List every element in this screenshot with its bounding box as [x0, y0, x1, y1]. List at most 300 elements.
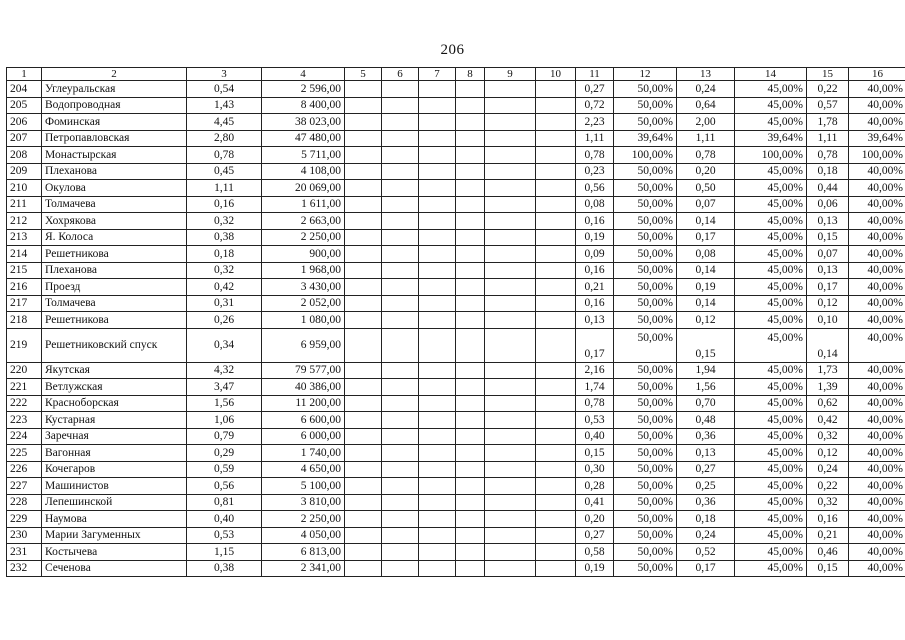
table-row — [7, 163, 905, 180]
col11-cell: 1,74 — [576, 379, 614, 396]
col6-cell — [382, 560, 419, 577]
col7-cell — [419, 262, 456, 279]
col15-cell: 0,32 — [807, 494, 849, 511]
col8-cell — [456, 180, 485, 197]
col15-cell: 0,14 — [807, 328, 849, 362]
col13-cell: 0,52 — [677, 544, 735, 561]
row-number-cell: 226 — [7, 461, 42, 478]
col13-cell: 0,19 — [677, 279, 735, 296]
col5-cell — [345, 511, 382, 528]
col15-cell: 0,15 — [807, 229, 849, 246]
row-number-cell: 210 — [7, 180, 42, 197]
col14-cell: 45,00% — [735, 97, 807, 114]
col15-cell: 0,21 — [807, 527, 849, 544]
col6-cell — [382, 97, 419, 114]
row-number-cell: 220 — [7, 362, 42, 379]
col9-cell — [485, 527, 536, 544]
col9-cell — [485, 395, 536, 412]
col3-cell: 4,32 — [187, 362, 262, 379]
col6-cell — [382, 494, 419, 511]
col14-cell: 45,00% — [735, 279, 807, 296]
col11-cell: 0,30 — [576, 461, 614, 478]
row-number-cell: 225 — [7, 445, 42, 462]
col16-cell: 40,00% — [849, 312, 905, 329]
table-row — [7, 328, 905, 362]
col11-cell: 0,17 — [576, 328, 614, 362]
col8-cell — [456, 295, 485, 312]
street-name-cell: Углеуральская — [42, 81, 187, 98]
col9-cell — [485, 163, 536, 180]
street-name-cell: Толмачева — [42, 196, 187, 213]
row-number-cell: 211 — [7, 196, 42, 213]
row-number-cell: 218 — [7, 312, 42, 329]
col11-cell: 0,56 — [576, 180, 614, 197]
col15-cell: 1,39 — [807, 379, 849, 396]
row-number-cell: 216 — [7, 279, 42, 296]
street-name-cell: Ветлужская — [42, 379, 187, 396]
col3-cell: 2,80 — [187, 130, 262, 147]
col4-cell: 1 740,00 — [262, 445, 345, 462]
col11-cell: 0,13 — [576, 312, 614, 329]
col8-cell — [456, 312, 485, 329]
col3-cell: 0,59 — [187, 461, 262, 478]
col11-cell: 2,23 — [576, 114, 614, 131]
col3-cell: 0,40 — [187, 511, 262, 528]
street-name-cell: Хохрякова — [42, 213, 187, 230]
col13-cell: 0,78 — [677, 147, 735, 164]
col11-cell: 0,27 — [576, 527, 614, 544]
col6-cell — [382, 445, 419, 462]
col16-cell: 40,00% — [849, 196, 905, 213]
col15-cell: 0,32 — [807, 428, 849, 445]
col6-cell — [382, 478, 419, 495]
street-name-cell: Кочегаров — [42, 461, 187, 478]
col10-cell — [536, 229, 576, 246]
col10-cell — [536, 180, 576, 197]
row-number-cell: 217 — [7, 295, 42, 312]
col4-cell: 6 000,00 — [262, 428, 345, 445]
col16-cell: 40,00% — [849, 511, 905, 528]
col6-cell — [382, 544, 419, 561]
col14-cell: 45,00% — [735, 81, 807, 98]
col11-cell: 0,58 — [576, 544, 614, 561]
col16-cell: 40,00% — [849, 478, 905, 495]
col16-cell: 40,00% — [849, 81, 905, 98]
col7-cell — [419, 81, 456, 98]
col11-cell: 0,20 — [576, 511, 614, 528]
street-name-cell: Плеханова — [42, 262, 187, 279]
col8-cell — [456, 544, 485, 561]
col6-cell — [382, 81, 419, 98]
col8-cell — [456, 130, 485, 147]
col9-cell — [485, 461, 536, 478]
col16-cell: 39,64% — [849, 130, 905, 147]
column-header-8: 8 — [456, 68, 485, 81]
col7-cell — [419, 130, 456, 147]
col12-cell: 50,00% — [614, 395, 677, 412]
col7-cell — [419, 511, 456, 528]
column-header-13: 13 — [677, 68, 735, 81]
col5-cell — [345, 130, 382, 147]
col15-cell: 0,17 — [807, 279, 849, 296]
col3-cell: 0,32 — [187, 262, 262, 279]
col6-cell — [382, 412, 419, 429]
col15-cell: 0,22 — [807, 81, 849, 98]
table-row — [7, 461, 905, 478]
col14-cell: 45,00% — [735, 262, 807, 279]
street-name-cell: Решетниковский спуск — [42, 328, 187, 362]
col7-cell — [419, 395, 456, 412]
column-header-6: 6 — [382, 68, 419, 81]
col3-cell: 1,06 — [187, 412, 262, 429]
col3-cell: 0,79 — [187, 428, 262, 445]
col14-cell: 45,00% — [735, 114, 807, 131]
col6-cell — [382, 229, 419, 246]
col13-cell: 0,20 — [677, 163, 735, 180]
street-name-cell: Фоминская — [42, 114, 187, 131]
col6-cell — [382, 180, 419, 197]
col9-cell — [485, 81, 536, 98]
col6-cell — [382, 114, 419, 131]
col5-cell — [345, 246, 382, 263]
col3-cell: 1,11 — [187, 180, 262, 197]
table-row — [7, 560, 905, 577]
col5-cell — [345, 478, 382, 495]
col3-cell: 0,26 — [187, 312, 262, 329]
col13-cell: 0,36 — [677, 494, 735, 511]
col8-cell — [456, 229, 485, 246]
col6-cell — [382, 428, 419, 445]
col7-cell — [419, 97, 456, 114]
column-header-9: 9 — [485, 68, 536, 81]
col6-cell — [382, 196, 419, 213]
street-name-cell: Машинистов — [42, 478, 187, 495]
col4-cell: 4 108,00 — [262, 163, 345, 180]
col11-cell: 0,78 — [576, 147, 614, 164]
row-number-cell: 230 — [7, 527, 42, 544]
col12-cell: 39,64% — [614, 130, 677, 147]
col12-cell: 50,00% — [614, 544, 677, 561]
col7-cell — [419, 279, 456, 296]
col12-cell: 50,00% — [614, 97, 677, 114]
col11-cell: 0,21 — [576, 279, 614, 296]
col15-cell: 0,22 — [807, 478, 849, 495]
row-number-cell: 204 — [7, 81, 42, 98]
col9-cell — [485, 445, 536, 462]
col15-cell: 1,11 — [807, 130, 849, 147]
col7-cell — [419, 213, 456, 230]
col9-cell — [485, 544, 536, 561]
col13-cell: 0,64 — [677, 97, 735, 114]
col7-cell — [419, 180, 456, 197]
col9-cell — [485, 196, 536, 213]
col12-cell: 50,00% — [614, 163, 677, 180]
col4-cell: 1 968,00 — [262, 262, 345, 279]
col7-cell — [419, 246, 456, 263]
row-number-cell: 214 — [7, 246, 42, 263]
col11-cell: 0,27 — [576, 81, 614, 98]
table-row — [7, 478, 905, 495]
col6-cell — [382, 527, 419, 544]
row-number-cell: 227 — [7, 478, 42, 495]
col10-cell — [536, 527, 576, 544]
col11-cell: 0,41 — [576, 494, 614, 511]
col4-cell: 1 611,00 — [262, 196, 345, 213]
col10-cell — [536, 163, 576, 180]
col15-cell: 0,18 — [807, 163, 849, 180]
row-number-cell: 219 — [7, 328, 42, 362]
col13-cell: 0,12 — [677, 312, 735, 329]
col14-cell: 45,00% — [735, 412, 807, 429]
col12-cell: 50,00% — [614, 527, 677, 544]
col4-cell: 2 663,00 — [262, 213, 345, 230]
row-number-cell: 209 — [7, 163, 42, 180]
row-number-cell: 221 — [7, 379, 42, 396]
col15-cell: 0,06 — [807, 196, 849, 213]
col4-cell: 5 100,00 — [262, 478, 345, 495]
col6-cell — [382, 379, 419, 396]
col7-cell — [419, 379, 456, 396]
col8-cell — [456, 445, 485, 462]
col15-cell: 0,16 — [807, 511, 849, 528]
col16-cell: 40,00% — [849, 362, 905, 379]
col12-cell: 50,00% — [614, 196, 677, 213]
col12-cell: 50,00% — [614, 494, 677, 511]
col10-cell — [536, 279, 576, 296]
col9-cell — [485, 229, 536, 246]
col7-cell — [419, 494, 456, 511]
col9-cell — [485, 494, 536, 511]
row-number-cell: 213 — [7, 229, 42, 246]
col4-cell: 40 386,00 — [262, 379, 345, 396]
col16-cell: 40,00% — [849, 527, 905, 544]
col13-cell: 0,17 — [677, 229, 735, 246]
col14-cell: 45,00% — [735, 328, 807, 362]
col14-cell: 45,00% — [735, 560, 807, 577]
col5-cell — [345, 412, 382, 429]
col4-cell: 2 052,00 — [262, 295, 345, 312]
col12-cell: 50,00% — [614, 114, 677, 131]
table-row — [7, 312, 905, 329]
col8-cell — [456, 328, 485, 362]
col11-cell: 0,15 — [576, 445, 614, 462]
table-row — [7, 114, 905, 131]
col12-cell: 50,00% — [614, 262, 677, 279]
col8-cell — [456, 246, 485, 263]
col3-cell: 1,56 — [187, 395, 262, 412]
street-name-cell: Красноборская — [42, 395, 187, 412]
col3-cell: 0,38 — [187, 229, 262, 246]
col9-cell — [485, 428, 536, 445]
col16-cell: 40,00% — [849, 379, 905, 396]
col6-cell — [382, 213, 419, 230]
col16-cell: 40,00% — [849, 114, 905, 131]
col8-cell — [456, 461, 485, 478]
col16-cell: 40,00% — [849, 229, 905, 246]
col9-cell — [485, 114, 536, 131]
row-number-cell: 208 — [7, 147, 42, 164]
col8-cell — [456, 428, 485, 445]
column-header-16: 16 — [849, 68, 905, 81]
table-row — [7, 527, 905, 544]
col12-cell: 50,00% — [614, 229, 677, 246]
column-header-12: 12 — [614, 68, 677, 81]
col9-cell — [485, 478, 536, 495]
col4-cell: 3 810,00 — [262, 494, 345, 511]
col3-cell: 0,78 — [187, 147, 262, 164]
col9-cell — [485, 412, 536, 429]
col6-cell — [382, 312, 419, 329]
col8-cell — [456, 395, 485, 412]
col10-cell — [536, 560, 576, 577]
col4-cell: 5 711,00 — [262, 147, 345, 164]
col6-cell — [382, 395, 419, 412]
col8-cell — [456, 213, 485, 230]
col3-cell: 1,15 — [187, 544, 262, 561]
col11-cell: 0,28 — [576, 478, 614, 495]
row-number-cell: 212 — [7, 213, 42, 230]
col4-cell: 1 080,00 — [262, 312, 345, 329]
col3-cell: 4,45 — [187, 114, 262, 131]
col9-cell — [485, 262, 536, 279]
col6-cell — [382, 262, 419, 279]
col6-cell — [382, 147, 419, 164]
col6-cell — [382, 328, 419, 362]
col13-cell: 1,94 — [677, 362, 735, 379]
col10-cell — [536, 262, 576, 279]
col8-cell — [456, 114, 485, 131]
col10-cell — [536, 544, 576, 561]
col10-cell — [536, 213, 576, 230]
row-number-cell: 222 — [7, 395, 42, 412]
col10-cell — [536, 511, 576, 528]
col13-cell: 0,14 — [677, 213, 735, 230]
col4-cell: 2 250,00 — [262, 511, 345, 528]
col4-cell: 3 430,00 — [262, 279, 345, 296]
col10-cell — [536, 362, 576, 379]
col10-cell — [536, 461, 576, 478]
col13-cell: 0,14 — [677, 295, 735, 312]
col14-cell: 45,00% — [735, 478, 807, 495]
col15-cell: 0,13 — [807, 213, 849, 230]
col5-cell — [345, 328, 382, 362]
col5-cell — [345, 379, 382, 396]
col12-cell: 50,00% — [614, 461, 677, 478]
column-header-4: 4 — [262, 68, 345, 81]
row-number-cell: 206 — [7, 114, 42, 131]
col4-cell: 11 200,00 — [262, 395, 345, 412]
col8-cell — [456, 478, 485, 495]
col3-cell: 1,43 — [187, 97, 262, 114]
col5-cell — [345, 229, 382, 246]
col10-cell — [536, 196, 576, 213]
col5-cell — [345, 527, 382, 544]
col6-cell — [382, 130, 419, 147]
col8-cell — [456, 97, 485, 114]
col14-cell: 45,00% — [735, 213, 807, 230]
row-number-cell: 205 — [7, 97, 42, 114]
col13-cell: 0,15 — [677, 328, 735, 362]
table-row — [7, 428, 905, 445]
col9-cell — [485, 379, 536, 396]
col13-cell: 0,14 — [677, 262, 735, 279]
col3-cell: 0,81 — [187, 494, 262, 511]
column-header-3: 3 — [187, 68, 262, 81]
street-name-cell: Решетникова — [42, 312, 187, 329]
col8-cell — [456, 412, 485, 429]
col13-cell: 0,70 — [677, 395, 735, 412]
col3-cell: 0,34 — [187, 328, 262, 362]
col4-cell: 20 069,00 — [262, 180, 345, 197]
col15-cell: 0,57 — [807, 97, 849, 114]
col3-cell: 0,32 — [187, 213, 262, 230]
col12-cell: 50,00% — [614, 328, 677, 362]
col5-cell — [345, 262, 382, 279]
col13-cell: 0,17 — [677, 560, 735, 577]
col16-cell: 40,00% — [849, 213, 905, 230]
col5-cell — [345, 279, 382, 296]
street-name-cell: Проезд — [42, 279, 187, 296]
col13-cell: 0,24 — [677, 527, 735, 544]
col7-cell — [419, 163, 456, 180]
street-name-cell: Решетникова — [42, 246, 187, 263]
col9-cell — [485, 279, 536, 296]
col14-cell: 45,00% — [735, 312, 807, 329]
col12-cell: 50,00% — [614, 412, 677, 429]
col7-cell — [419, 229, 456, 246]
col5-cell — [345, 362, 382, 379]
col5-cell — [345, 295, 382, 312]
col7-cell — [419, 461, 456, 478]
row-number-cell: 215 — [7, 262, 42, 279]
col14-cell: 45,00% — [735, 246, 807, 263]
col13-cell: 0,48 — [677, 412, 735, 429]
col4-cell: 4 650,00 — [262, 461, 345, 478]
street-name-cell: Кустарная — [42, 412, 187, 429]
col3-cell: 0,56 — [187, 478, 262, 495]
col16-cell: 40,00% — [849, 279, 905, 296]
street-name-cell: Я. Колоса — [42, 229, 187, 246]
col15-cell: 0,42 — [807, 412, 849, 429]
col16-cell: 40,00% — [849, 560, 905, 577]
col5-cell — [345, 180, 382, 197]
col16-cell: 100,00% — [849, 147, 905, 164]
street-name-cell: Костычева — [42, 544, 187, 561]
street-name-cell: Заречная — [42, 428, 187, 445]
col5-cell — [345, 395, 382, 412]
row-number-cell: 229 — [7, 511, 42, 528]
street-name-cell: Толмачева — [42, 295, 187, 312]
col11-cell: 0,08 — [576, 196, 614, 213]
col6-cell — [382, 163, 419, 180]
col11-cell: 0,53 — [576, 412, 614, 429]
col10-cell — [536, 97, 576, 114]
col7-cell — [419, 362, 456, 379]
table-row — [7, 445, 905, 462]
col13-cell: 0,08 — [677, 246, 735, 263]
col9-cell — [485, 97, 536, 114]
col9-cell — [485, 130, 536, 147]
col11-cell: 0,09 — [576, 246, 614, 263]
table-row — [7, 279, 905, 296]
col4-cell: 79 577,00 — [262, 362, 345, 379]
column-header-14: 14 — [735, 68, 807, 81]
table-row — [7, 130, 905, 147]
col15-cell: 0,78 — [807, 147, 849, 164]
col13-cell: 0,50 — [677, 180, 735, 197]
col7-cell — [419, 428, 456, 445]
col3-cell: 0,54 — [187, 81, 262, 98]
